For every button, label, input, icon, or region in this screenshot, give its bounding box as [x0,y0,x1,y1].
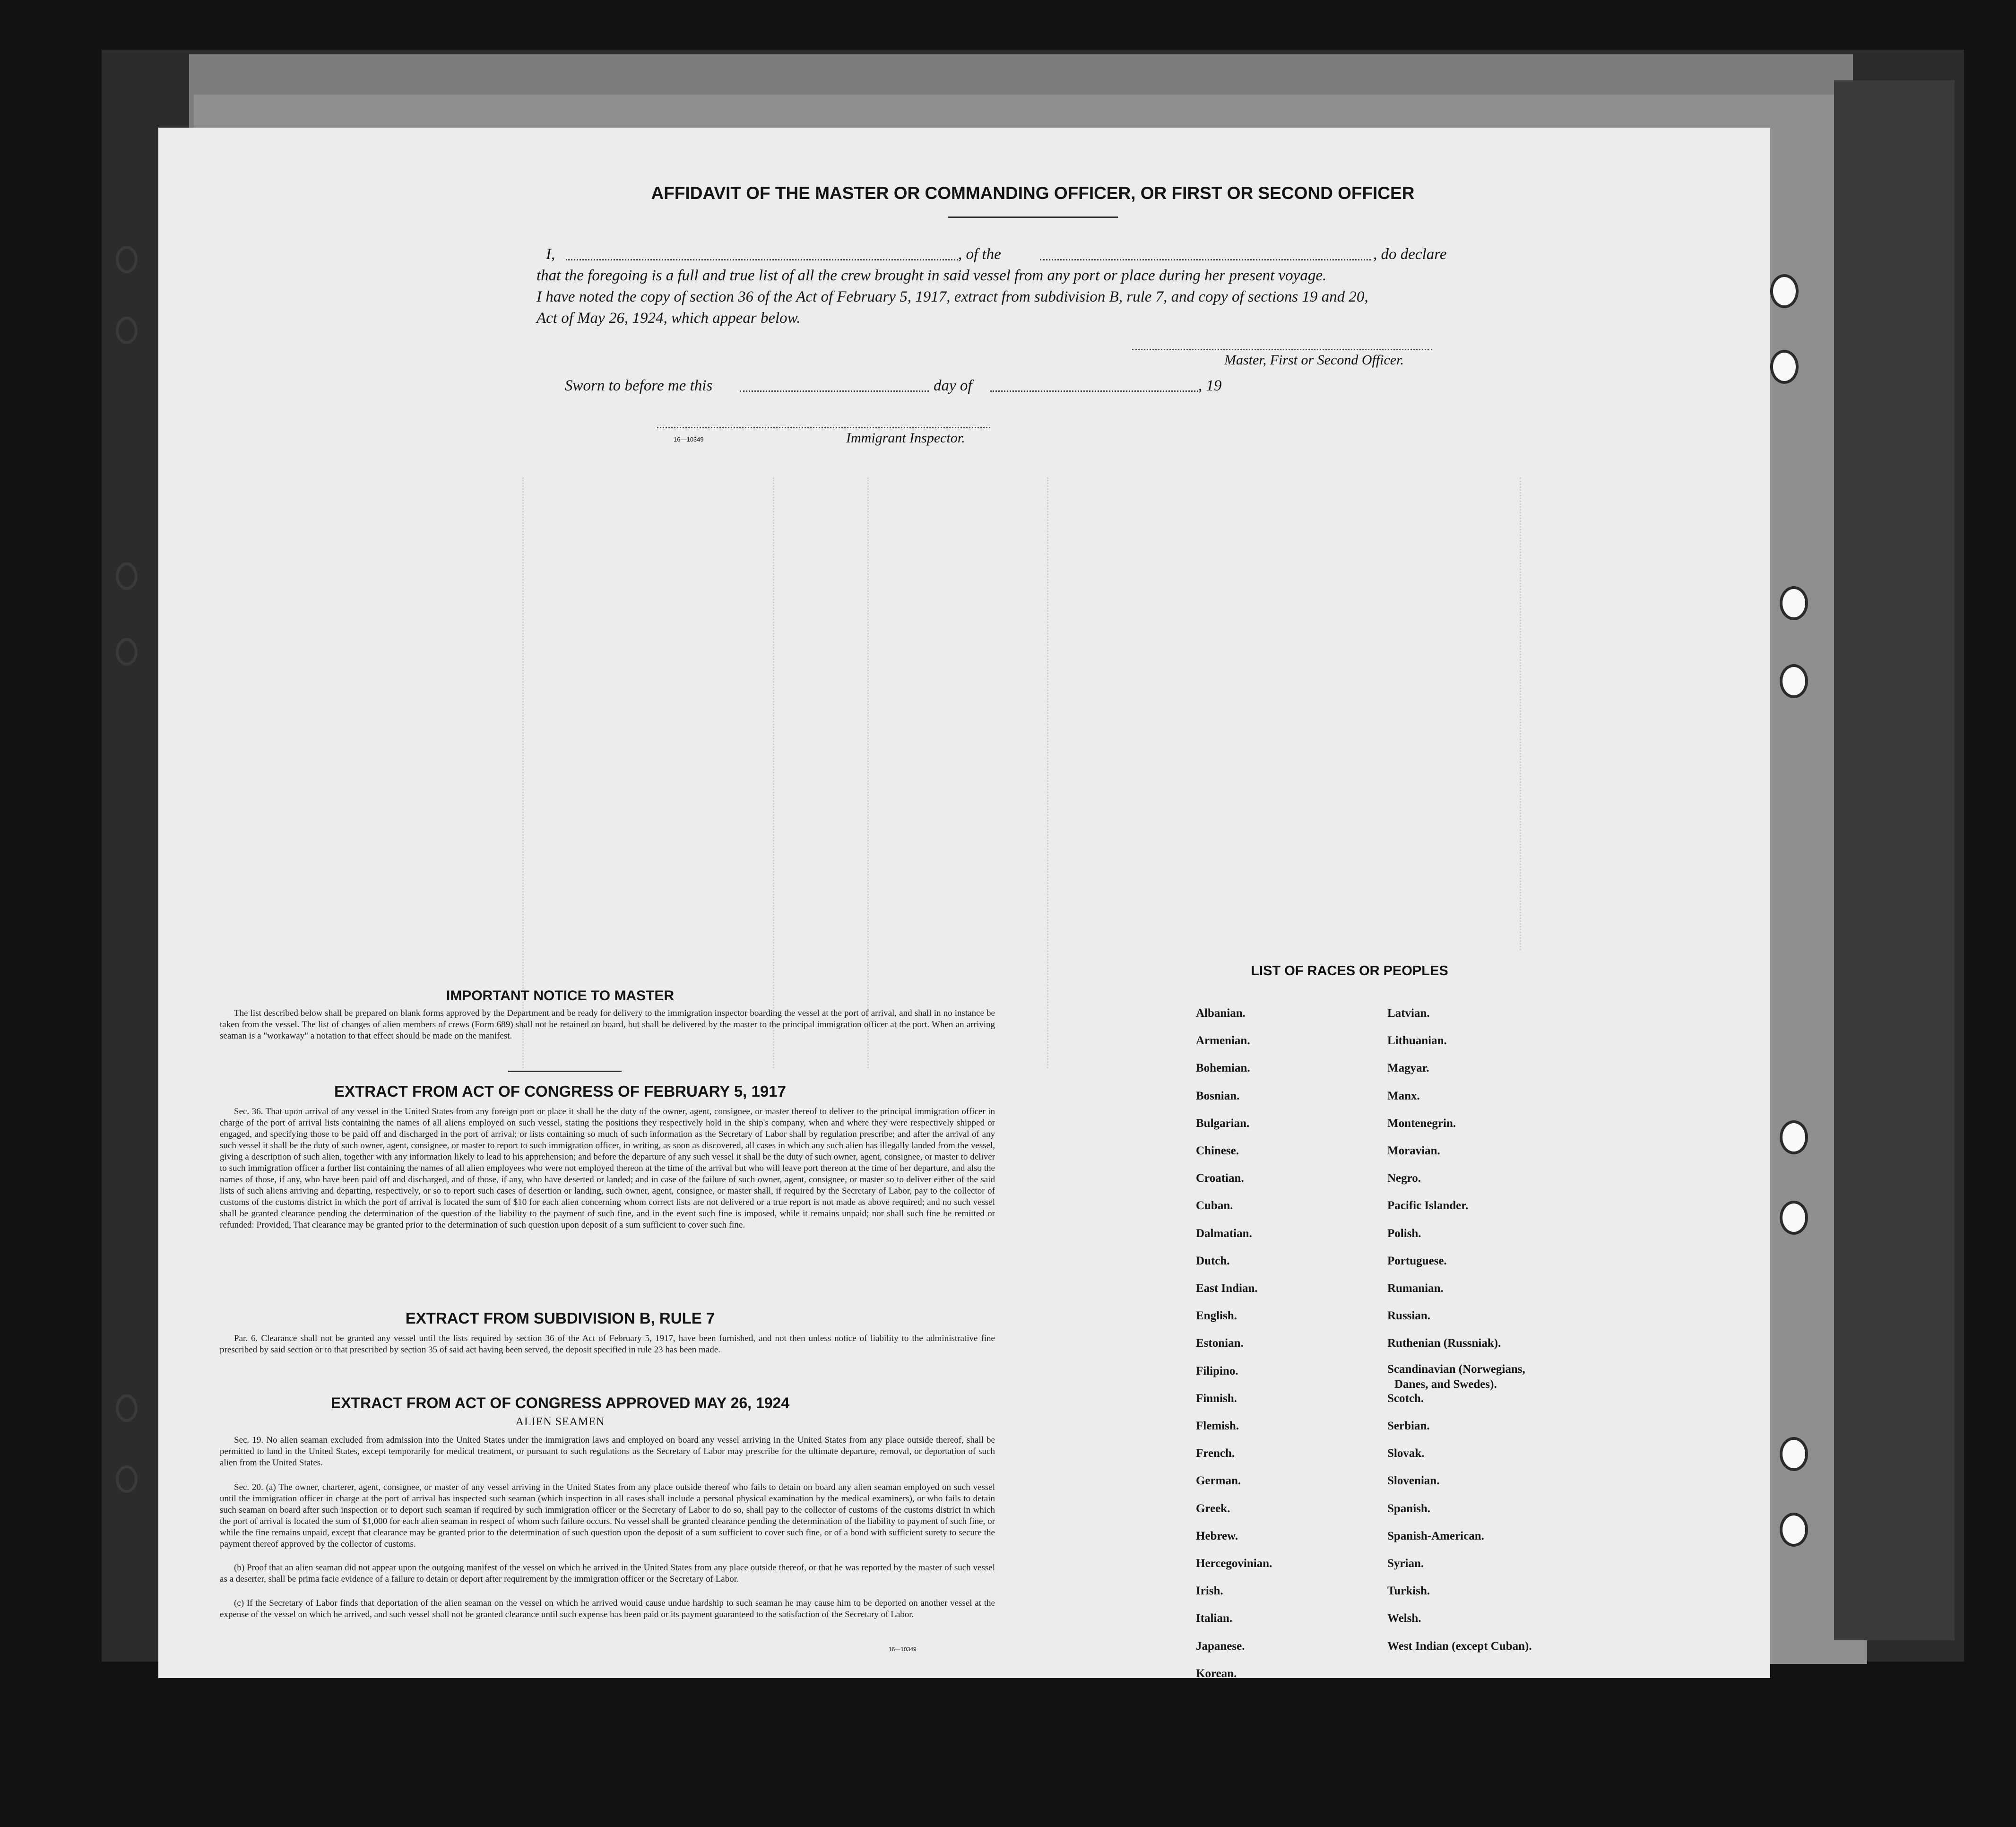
sec20b-body: (b) Proof that an alien seaman did not appear upon the outgoing manifest of the vessel on which he arrived in the United States from any place outside thereof, or that he was reported by the master of such vessel as a deserter, shall be prima facie evidence of a failure to detain or deport after requirement by the immigration officer or the Secretary of Labor. [220,1563,995,1584]
punch-hole [1780,664,1808,698]
vessel-blank-line[interactable] [1040,259,1371,260]
notice-body: The list described below shall be prepared on blank forms approved by the Department and be ready for delivery to the immigration inspector boarding the vessel at the port of arrival, and shall in no instance be taken from the vessel. The list of changes of alien members of crews (Form 689) shall not be retained on board, but shall be delivered by the master to the principal immigration officer at the port. When an arriving seaman is a "workaway" a notation to that effect should be made on the manifest. [220,1008,995,1041]
affidavit-line-2: that the foregoing is a full and true list of all the crew brought in said vessel from any port or place during her present voyage. [536,267,1327,284]
punch-hole [1770,350,1799,384]
race-item: Bohemian. [1196,1062,1250,1075]
section-rule [508,1071,622,1072]
race-item: Syrian. [1387,1557,1424,1570]
race-item: Pacific Islander. [1387,1199,1469,1212]
affidavit-of-the: , of the [958,246,1001,263]
race-item: Chinese. [1196,1144,1239,1157]
races-title: LIST OF RACES OR PEOPLES [1251,963,1448,978]
binder-ring [116,246,138,273]
race-item: West Indian (except Cuban). [1387,1639,1532,1653]
affidavit-do-declare: , do declare [1373,246,1447,263]
race-item: Moravian. [1387,1144,1440,1157]
race-item: Polish. [1387,1227,1421,1240]
race-item: Bosnian. [1196,1089,1240,1102]
race-item: Irish. [1196,1585,1223,1598]
affidavit-title: AFFIDAVIT OF THE MASTER OR COMMANDING OFFICER, OR FIRST OR SECOND OFFICER [651,183,1415,203]
ghost-column-line [1047,477,1048,1068]
name-blank-line[interactable] [566,259,958,260]
binder-ring [116,317,138,344]
ghost-column-line [867,477,869,1068]
extract-1924-title: EXTRACT FROM ACT OF CONGRESS APPROVED MAY 26, 1924 [330,1394,790,1411]
affidavit-form-number: 16—10349 [674,436,704,443]
race-item: Slovenian. [1387,1474,1440,1488]
sworn-day-line[interactable] [740,390,929,392]
sworn-text: Sworn to before me this [565,377,713,394]
ghost-column-line [773,477,774,1068]
race-item: Ruthenian (Russniak). [1387,1337,1501,1350]
sec20a-body: Sec. 20. (a) The owner, charterer, agent, consignee, or master of any vessel arriving in the United States from any place outside thereof who fails to detain on board any alien seaman employed on such vessel until the immigration officer in charge at the port of arrival has inspected such seaman (which inspection in all cases shall include a personal physical examination by the medical examiners), or who fails to detain such seaman on board after such inspection or to deport such seaman if required by such immigration officer or the Secretary of Labor to do so, shall pay to the collector of customs of the customs district in which the port of arrival is located the sum of $1,000 for each alien seaman in respect of whom such failure occurs. No vessel shall be granted clearance pending the determination of the liability to payment of such fine, or while the fine remains unpaid, except that clearance may be granted prior to the determination of such question upon the deposit of a sum sufficient to cover such fine, or of a bond with sufficient surety to secure the payment thereof approved by the collector of customs. [220,1482,995,1549]
race-item: Finnish. [1196,1392,1237,1405]
race-item: Bulgarian. [1196,1117,1250,1130]
race-item: Slovak. [1387,1447,1425,1460]
race-item: English. [1196,1309,1237,1323]
rule7-title: EXTRACT FROM SUBDIVISION B, RULE 7 [405,1309,715,1327]
race-item: Armenian. [1196,1034,1250,1048]
sworn-year: , 19 [1198,377,1222,394]
race-item: Russian. [1387,1309,1431,1323]
race-item: Albanian. [1196,1007,1246,1020]
punch-hole [1780,1120,1808,1154]
race-item: German. [1196,1474,1241,1488]
race-item: Estonian. [1196,1337,1244,1350]
master-signature-line[interactable] [1132,349,1432,350]
punch-hole [1780,586,1808,620]
punch-hole [1780,1513,1808,1547]
race-item: Dutch. [1196,1254,1230,1267]
race-item: Welsh. [1387,1612,1421,1625]
extract-form-number: 16—10349 [889,1646,917,1653]
affidavit-line-4: Act of May 26, 1924, which appear below. [536,310,801,327]
race-item: Lithuanian. [1387,1034,1447,1048]
race-item: Cuban. [1196,1199,1233,1212]
race-item: Filipino. [1196,1364,1238,1377]
race-item: Italian. [1196,1612,1233,1625]
alien-seamen-subtitle: ALIEN SEAMEN [515,1416,605,1428]
race-item: Korean. [1196,1667,1237,1680]
race-item: East Indian. [1196,1282,1258,1295]
race-item: Manx. [1387,1089,1420,1102]
races-form-number: 16—10349 [1536,1690,1564,1697]
race-item: Croatian. [1196,1172,1244,1185]
race-item: Latvian. [1387,1007,1430,1020]
sworn-month-line[interactable] [990,390,1198,392]
race-item: Negro. [1387,1172,1421,1185]
race-item: Hercegovinian. [1196,1557,1272,1570]
race-item: Spanish. [1387,1502,1431,1515]
race-item: French. [1196,1447,1235,1460]
affidavit-title-rule [948,216,1118,218]
affidavit-line-3: I have noted the copy of section 36 of the Act of February 5, 1917, extract from subdivision B, rule 7, and copy of sections 19 and 20, [536,288,1368,305]
punch-hole [1780,1437,1808,1471]
binder-ring [116,638,138,666]
sworn-day-of: day of [934,377,972,394]
master-signature-caption: Master, First or Second Officer. [1224,352,1404,368]
form-page [158,128,1770,1697]
race-item: Portuguese. [1387,1254,1447,1267]
scan-shadow-band [1834,80,1955,1640]
rule7-body: Par. 6. Clearance shall not be granted any vessel until the lists required by section 36 of the Act of February 5, 1917, have been furnished, and not then unless notice of liability to the administrative fine prescribed by said section or to that prescribed by section 35 of said act having been served, the deposit specified in rule 23 has been made. [220,1333,995,1355]
race-item: Rumanian. [1387,1282,1444,1295]
extract-1917-body: Sec. 36. That upon arrival of any vessel in the United States from any foreign port or place it shall be the duty of the owner, agent, consignee, or master thereof to deliver to the principal immigration officer in charge of the port of arrival lists containing the names of all aliens employed on such vessel, stating the positions they respectively hold in the ship's company, when and where they were respectively shipped or engaged, and specifying those to be paid off and discharged in the port of arrival; or lists containing so much of such information as the Secretary of Labor shall by regulation prescribe; and after the arrival of any such vessel it shall be the duty of such owner, agent, consignee, or master to report to such immigration officer, in writing, as soon as discovered, all cases in which any such alien has illegally landed from the vessel, giving a description of such alien, together with any information likely to lead to his apprehension; and before the departure of any such vessel it shall be the duty of such owner, agent, consignee, or master to deliver to such immigration officer a further list containing the names of all alien employees who were not employed thereon at the time of the arrival but who will leave port thereon at the time of her departure, and also the names of those, if any, who have been paid off and discharged, and of those, if any, who have deserted or landed; and in case of the failure of such owner, agent, consignee, or master so to deliver either of the said lists of such aliens arriving and departing, respectively, or so to report such cases of desertion or landing, such owner, agent, consignee, or master shall, if required by the Secretary of Labor, pay to the collector of customs of the customs district in which the port of arrival is located the sum of $10 for each alien concerning whom correct lists are not delivered or a true report is not made as above required; and no such vessel shall be granted clearance pending the determination of the question of the liability to the payment of such fine, and in the event such fine is imposed, while it remains unpaid; nor shall such fine be remitted or refunded: Provided, That clearance may be granted prior to the determination of such question upon deposit of a sum sufficient to cover such fine. [220,1107,995,1230]
race-item: Danes, and Swedes). [1394,1377,1497,1391]
punch-hole [1780,1201,1808,1235]
sec19-body: Sec. 19. No alien seaman excluded from admission into the United States under the immigration laws and employed on board any vessel arriving in the United States from any place outside thereof, shall be permitted to land in the United States, except temporarily for medical treatment, or pursuant to such regulations as the Secretary of Labor may prescribe for the ultimate departure, removal, or deportation of such alien from the United States. [220,1435,995,1468]
race-item: Spanish-American. [1387,1529,1484,1542]
binder-ring [116,563,138,590]
race-item: Scotch. [1387,1392,1424,1405]
extract-1917-title: EXTRACT FROM ACT OF CONGRESS OF FEBRUARY 5, 1917 [334,1082,786,1100]
race-item: Serbian. [1387,1420,1430,1432]
inspector-signature-line[interactable] [657,427,990,428]
race-item: Flemish. [1196,1420,1239,1432]
race-item: Montenegrin. [1387,1117,1456,1130]
sec20c-body: (c) If the Secretary of Labor finds that deportation of the alien seaman on the vessel on which he arrived would cause undue hardship to such seaman he may cause him to be deported on another vessel at the expense of the vessel on which he arrived, and such vessel shall not be granted clearance until such expense has been paid or its payment guaranteed to the satisfaction of the Secretary of Labor. [220,1598,995,1619]
race-item: Turkish. [1387,1585,1430,1598]
race-item: Dalmatian. [1196,1227,1252,1240]
punch-hole [1770,274,1799,308]
race-item: Japanese. [1196,1639,1245,1653]
binder-ring [116,1465,138,1493]
race-item: Magyar. [1387,1062,1429,1075]
inspector-caption: Immigrant Inspector. [846,430,965,446]
binder-ring [116,1394,138,1422]
ghost-column-line [1520,477,1521,950]
notice-title: IMPORTANT NOTICE TO MASTER [446,988,675,1004]
race-item: Scandinavian (Norwegians, [1387,1362,1525,1376]
affidavit-i: I, [546,246,555,263]
race-item: Greek. [1196,1502,1230,1515]
race-item: Hebrew. [1196,1529,1238,1542]
ghost-column-line [522,477,524,1068]
